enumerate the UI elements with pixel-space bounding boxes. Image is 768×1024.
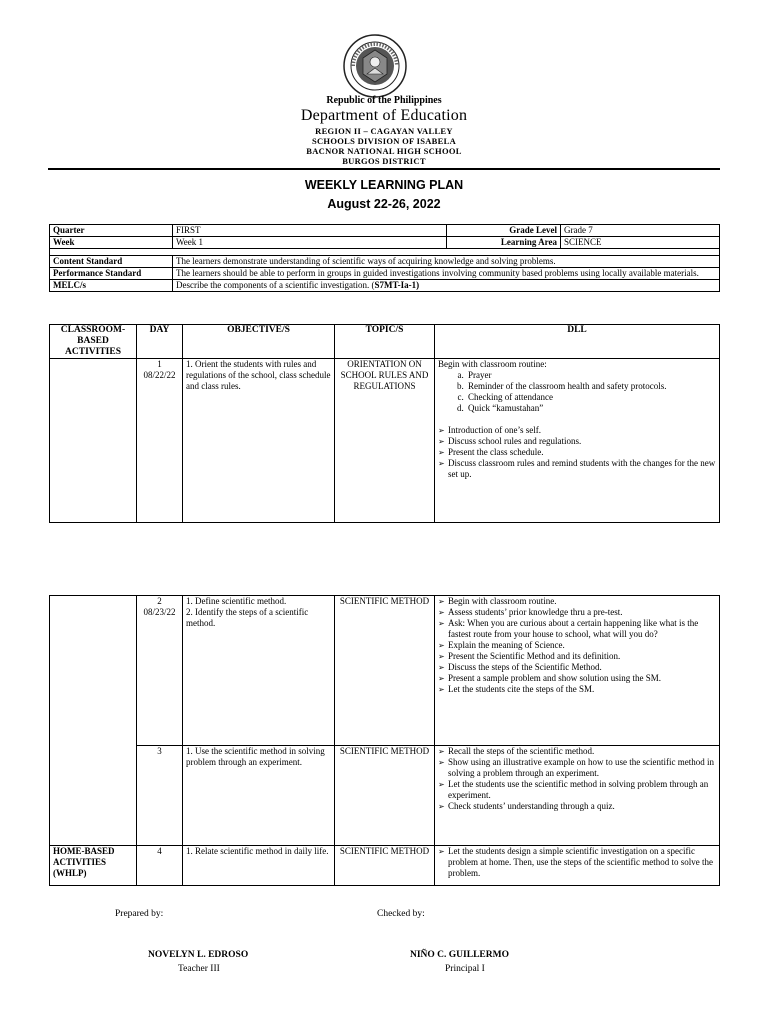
day1-date: 08/22/22 xyxy=(143,370,176,380)
prepared-by-label: Prepared by: xyxy=(115,909,164,919)
day2-number: 2 xyxy=(157,596,162,606)
list-item: ➢ Begin with classroom routine. xyxy=(438,596,716,607)
list-item: ➢ Let the students use the scientific method in solving problem through an experiment. xyxy=(438,779,716,801)
performance-standard-value: The learners should be able to perform in groups in guided investigations involving community based problems using locally available materials. xyxy=(173,268,720,280)
list-item: ➢ Check students’ understanding through a quiz. xyxy=(438,801,716,812)
day3-dll xyxy=(435,746,720,846)
division-line: SCHOOLS DIVISION OF ISABELA xyxy=(311,136,457,146)
list-item: ➢ Present the Scientific Method and its definition. xyxy=(438,651,716,662)
day1-dll xyxy=(435,359,720,523)
learning-area-value: SCIENCE xyxy=(561,237,720,249)
day1-objective: 1. Orient the students with rules and regulations of the school, class schedule and class rules. xyxy=(183,359,335,523)
plan-date: August 22-26, 2022 xyxy=(327,197,441,211)
checker-title: Principal I xyxy=(445,964,485,974)
list-item: ➢ Discuss the steps of the Scientific Method. xyxy=(438,662,716,673)
day1-dll-intro: Begin with classroom routine: xyxy=(438,359,547,369)
list-item: ➢ Let the students cite the steps of the SM. xyxy=(438,684,716,695)
preparer-name: NOVELYN L. EDROSO xyxy=(148,950,249,960)
quarter-label: Quarter xyxy=(50,225,173,237)
preparer-title: Teacher III xyxy=(178,964,220,974)
day2-cell xyxy=(137,596,183,746)
day1-cell xyxy=(137,359,183,523)
list-item: ➢ Discuss school rules and regulations. xyxy=(438,436,716,447)
list-item: ➢ Recall the steps of the scientific method. xyxy=(438,746,716,757)
day2-objective-1: 1. Define scientific method. xyxy=(186,596,287,606)
melc-label: MELC/s xyxy=(50,280,173,292)
day4-number: 4 xyxy=(137,846,183,886)
day2-bullet-list xyxy=(438,596,716,695)
learning-area-label: Learning Area xyxy=(447,237,561,249)
content-standard-value: The learners demonstrate understanding of scientific ways of acquiring knowledge and solving problems. xyxy=(173,256,720,268)
header-divider xyxy=(48,168,720,170)
day2-date: 08/23/22 xyxy=(143,607,176,617)
school-line: BACNOR NATIONAL HIGH SCHOOL xyxy=(306,146,462,156)
list-item: a. Prayer xyxy=(466,370,716,381)
day4-topic: SCIENTIFIC METHOD xyxy=(335,846,435,886)
checker-name: NIÑO C. GUILLERMO xyxy=(410,950,509,960)
list-item: ➢ Present the class schedule. xyxy=(438,447,716,458)
activities-table-day1 xyxy=(49,324,720,523)
day1-number: 1 xyxy=(157,359,162,369)
list-item: ➢ Introduction of one’s self. xyxy=(438,425,716,436)
day3-number: 3 xyxy=(137,746,183,846)
day2-objective-2: 2. Identify the steps of a scientific method. xyxy=(186,607,309,628)
day1-routine-list xyxy=(438,370,716,414)
melc-text: Describe the components of a scientific investigation. ( xyxy=(176,280,375,290)
col-topics-header: TOPIC/S xyxy=(335,325,435,359)
day4-objective: 1. Relate scientific method in daily life. xyxy=(183,846,335,886)
day4-bullet-list xyxy=(438,846,716,879)
plan-title: WEEKLY LEARNING PLAN xyxy=(304,178,464,192)
list-item: ➢ Ask: When you are curious about a certain happening like what is the fastest route from your house to school, what will you do? xyxy=(438,618,716,640)
day3-bullet-list xyxy=(438,746,716,812)
quarter-value: FIRST xyxy=(173,225,447,237)
week-label: Week xyxy=(50,237,173,249)
info-table xyxy=(49,224,720,292)
col-dll-header: DLL xyxy=(435,325,720,359)
list-item: ➢ Explain the meaning of Science. xyxy=(438,640,716,651)
day1-bullet-list xyxy=(438,425,716,480)
list-item: ➢ Let the students design a simple scientific investigation on a specific problem at home. Then, use the steps of the scientific method to solve the problem. xyxy=(438,846,716,879)
department-name: Department of Education xyxy=(300,107,468,124)
day4-dll xyxy=(435,846,720,886)
day1-topic: ORIENTATION ON SCHOOL RULES AND REGULATIONS xyxy=(335,359,435,523)
activities-cell-empty xyxy=(50,359,137,523)
grade-level-value: Grade 7 xyxy=(561,225,720,237)
col-activities-header: CLASSROOM-BASED ACTIVITIES xyxy=(50,325,137,359)
day3-objective: 1. Use the scientific method in solving problem through an experiment. xyxy=(183,746,335,846)
day2-objectives xyxy=(183,596,335,746)
performance-standard-label: Performance Standard xyxy=(50,268,173,280)
melc-value xyxy=(173,280,720,292)
day2-topic: SCIENTIFIC METHOD xyxy=(335,596,435,746)
checked-by-label: Checked by: xyxy=(377,909,425,919)
list-item: d. Quick “kamustahan” xyxy=(466,403,716,414)
region-line: REGION II – CAGAYAN VALLEY xyxy=(315,126,453,136)
melc-code: S7MT-Ia-1) xyxy=(374,280,420,290)
activities-cell-empty xyxy=(50,596,137,846)
day2-dll xyxy=(435,596,720,746)
day3-topic: SCIENTIFIC METHOD xyxy=(335,746,435,846)
col-day-header: DAY xyxy=(137,325,183,359)
grade-level-label: Grade Level xyxy=(447,225,561,237)
col-objectives-header: OBJECTIVE/S xyxy=(183,325,335,359)
list-item: b. Reminder of the classroom health and safety protocols. xyxy=(466,381,716,392)
activities-table-day2-4 xyxy=(49,595,720,886)
list-item: c. Checking of attendance xyxy=(466,392,716,403)
republic-line: Republic of the Philippines xyxy=(326,95,442,106)
list-item: ➢ Assess students’ prior knowledge thru a pre-test. xyxy=(438,607,716,618)
content-standard-label: Content Standard xyxy=(50,256,173,268)
list-item: ➢ Discuss classroom rules and remind students with the changes for the new set up. xyxy=(438,458,716,480)
district-line: BURGOS DISTRICT xyxy=(342,156,426,166)
list-item: ➢ Show using an illustrative example on how to use the scientific method in solving a problem through an experiment. xyxy=(438,757,716,779)
deped-seal-icon xyxy=(343,34,407,98)
home-based-activities-label: HOME-BASED ACTIVITIES (WHLP) xyxy=(50,846,137,886)
week-value: Week 1 xyxy=(173,237,447,249)
list-item: ➢ Present a sample problem and show solution using the SM. xyxy=(438,673,716,684)
